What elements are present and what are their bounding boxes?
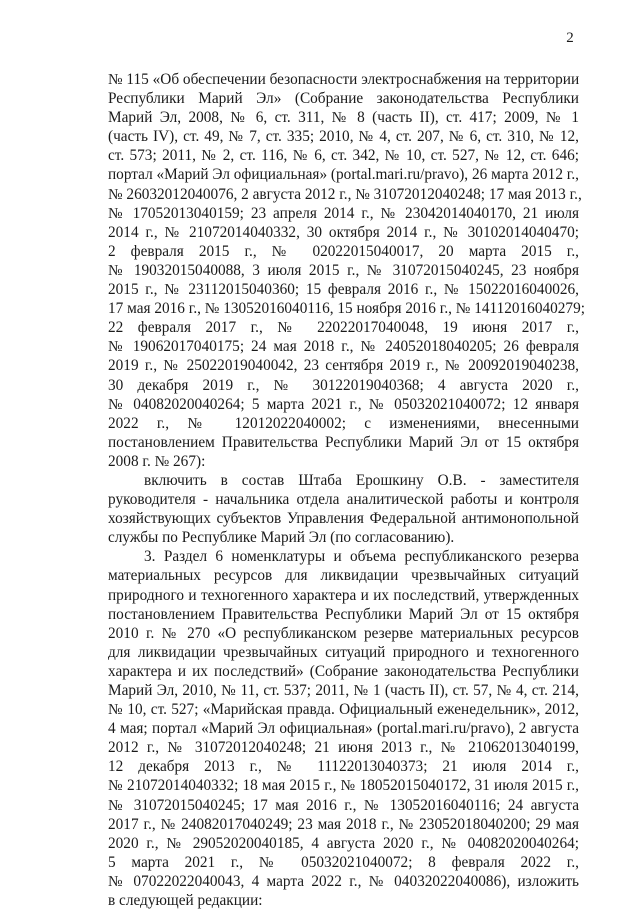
- text-line: 2014 г., № 21072014040332, 30 октября 2014 г., № 30102014040470;: [108, 223, 579, 241]
- text-line: 2015 г., № 23112015040360; 15 февраля 2016 г., № 15022016040026,: [108, 281, 579, 299]
- text-line: 2019 г., № 25022019040042, 23 сентября 2019 г., № 20092019040238,: [108, 357, 579, 375]
- text-line: 2008 г. № 267):: [108, 452, 206, 470]
- text-line: постановлением Правительства Республики Марий Эл от 15 октября: [108, 433, 579, 451]
- text-line: портал «Марий Эл официальная» (portal.mari.ru/pravo), 26 марта 2012 г.,: [108, 166, 579, 184]
- text-line: 2020 г., № 29052020040185, 4 августа 2020 г., № 04082020040264;: [108, 834, 579, 852]
- text-line: в следующей редакции:: [108, 892, 263, 910]
- text-line: Республики Марий Эл» (Собрание законодательства Республики: [108, 90, 579, 108]
- text-line: (часть IV), ст. 49, № 7, ст. 335; 2010, № 4, ст. 207, № 6, ст. 310, № 12,: [108, 128, 579, 146]
- text-line: № 19062017040175; 24 мая 2018 г., № 24052018040205; 26 февраля: [108, 338, 579, 356]
- text-line: хозяйствующих субъектов Управления Федеральной антимонопольной: [108, 510, 579, 528]
- text-line: 22 февраля 2017 г., № 22022017040048, 19 июня 2017 г.,: [108, 319, 579, 337]
- text-line: № 19032015040088, 3 июля 2015 г., № 31072015040245, 23 ноября: [108, 261, 579, 279]
- text-line: 3. Раздел 6 номенклатуры и объема республиканского резерва: [144, 548, 579, 566]
- text-line: природного и техногенного характера и их последствий, утвержденных: [108, 586, 579, 604]
- text-line: № 17052013040159; 23 апреля 2014 г., № 23042014040170, 21 июля: [108, 204, 579, 222]
- text-line: Марий Эл, 2008, № 6, ст. 311, № 8 (часть II), ст. 417; 2009, № 1: [108, 109, 579, 127]
- text-line: 4 мая; портал «Марий Эл официальная» (portal.mari.ru/pravo), 2 августа: [108, 720, 579, 738]
- text-line: 2017 г., № 24082017040249; 23 мая 2018 г., № 23052018040200; 29 мая: [108, 815, 579, 833]
- text-line: 2012 г., № 31072012040248; 21 июня 2013 г., № 21062013040199,: [108, 739, 579, 757]
- text-line: № 21072014040332; 18 мая 2015 г., № 18052015040172, 31 июля 2015 г.,: [108, 777, 579, 795]
- text-line: № 31072015040245; 17 мая 2016 г., № 13052016040116; 24 августа: [108, 796, 579, 814]
- text-line: 5 марта 2021 г., № 05032021040072; 8 февраля 2022 г.,: [108, 853, 579, 871]
- text-line: № 115 «Об обеспечении безопасности электроснабжения на территории: [108, 71, 580, 88]
- document-body: [108, 70, 585, 910]
- text-line: № 10, ст. 527; «Марийская правда. Официальный еженедельник», 2012,: [108, 701, 579, 719]
- text-line: службы по Республике Марий Эл (по согласованию).: [108, 529, 455, 547]
- text-line: включить в состав Штаба Ерошкину О.В. - заместителя: [144, 471, 579, 489]
- text-line: 2 февраля 2015 г., № 02022015040017, 20 марта 2015 г.,: [108, 242, 579, 260]
- text-line: 17 мая 2016 г., № 13052016040116, 15 ноября 2016 г., № 14112016040279;: [108, 300, 585, 318]
- text-line: № 04082020040264; 5 марта 2021 г., № 05032021040072; 12 января: [108, 395, 579, 413]
- text-line: ст. 573; 2011, № 2, ст. 116, № 6, ст. 342, № 10, ст. 527, № 12, ст. 646;: [108, 147, 579, 165]
- text-line: № 26032012040076, 2 августа 2012 г., № 31072012040248; 17 мая 2013 г.,: [108, 185, 582, 203]
- text-line: № 07022022040043, 4 марта 2022 г., № 04032022040086), изложить: [108, 872, 579, 890]
- text-line: 2022 г., № 12012022040002; с изменениями, внесенными: [108, 414, 579, 432]
- text-line: 30 декабря 2019 г., № 30122019040368; 4 августа 2020 г.,: [108, 376, 579, 394]
- text-line: 2010 г. № 270 «О республиканском резерве материальных ресурсов: [108, 624, 579, 642]
- text-line: постановлением Правительства Республики Марий Эл от 15 октября: [108, 605, 579, 623]
- text-line: характера и их последствий» (Собрание законодательства Республики: [108, 662, 579, 680]
- text-line: руководителя - начальника отдела аналитической работы и контроля: [108, 491, 579, 509]
- page-number: 2: [566, 30, 574, 46]
- text-line: материальных ресурсов для ликвидации чрезвычайных ситуаций: [108, 567, 579, 585]
- text-line: Марий Эл, 2010, № 11, ст. 537; 2011, № 1 (часть II), ст. 57, № 4, ст. 214,: [108, 682, 579, 699]
- text-line: 12 декабря 2013 г., № 11122013040373; 21 июля 2014 г.,: [108, 758, 579, 776]
- text-line: для ликвидации чрезвычайных ситуаций природного и техногенного: [108, 643, 579, 661]
